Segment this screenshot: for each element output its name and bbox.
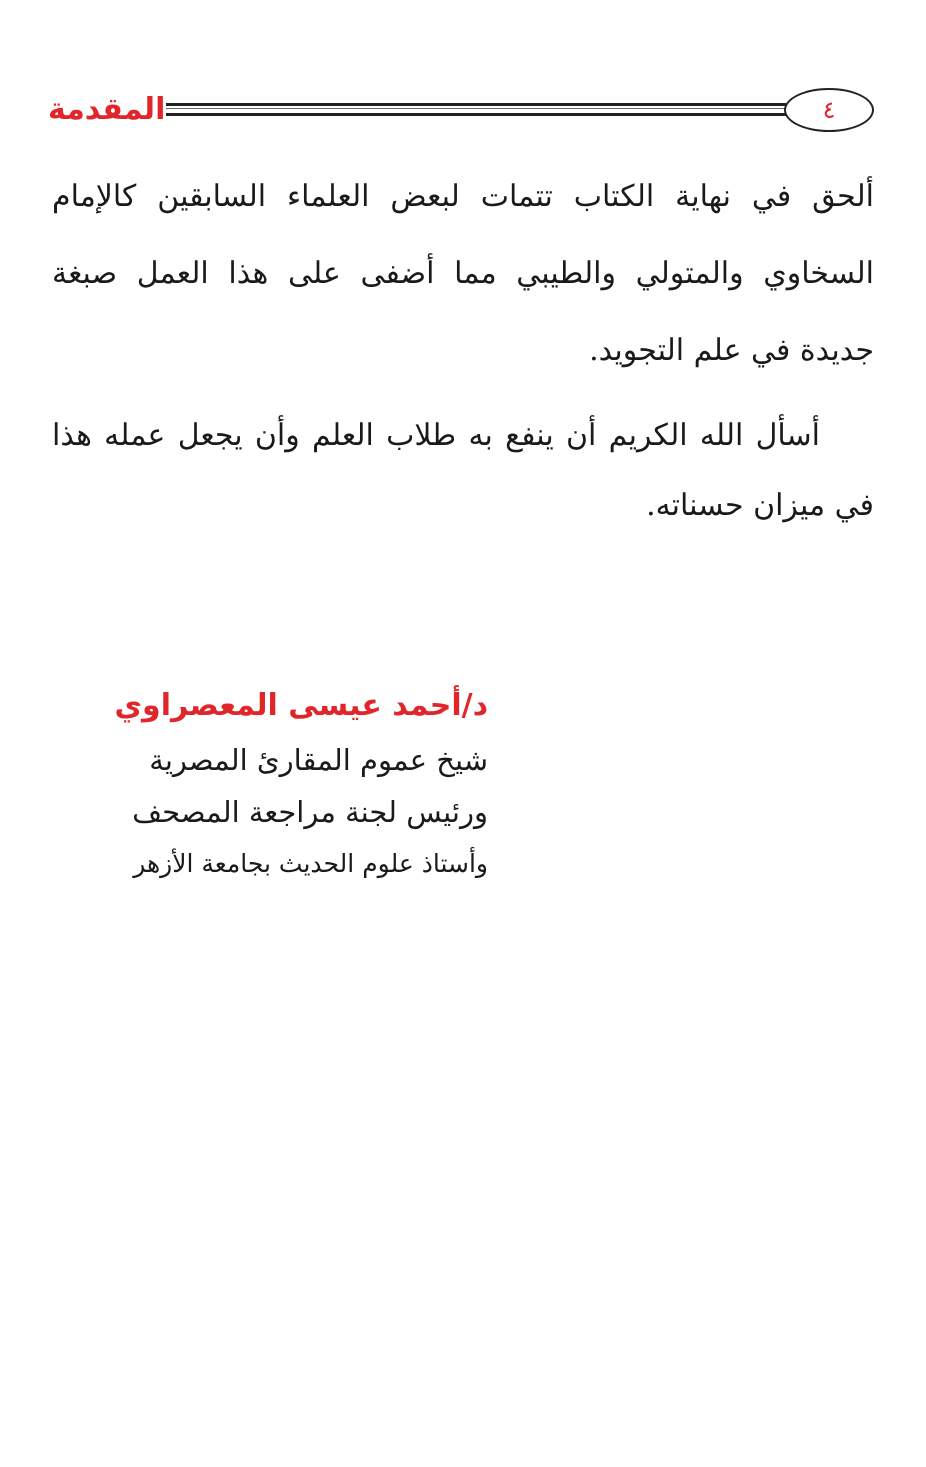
author-title-3: وأستاذ علوم الحديث بجامعة الأزهر bbox=[133, 849, 488, 878]
section-title: المقدمة bbox=[48, 92, 166, 127]
author-title-1: شيخ عموم المقارئ المصرية bbox=[149, 743, 488, 777]
paragraph-1: ألحق في نهاية الكتاب تتمات لبعض العلماء السابقين كالإمام السخاوي والمتولي والطيبي مما أضفى على هذا العمل صبغة جديدة في علم التجويد. bbox=[52, 179, 874, 368]
page-number: ٤ bbox=[822, 96, 836, 124]
body-text bbox=[52, 158, 874, 541]
signature-block bbox=[78, 678, 488, 890]
paragraph-2: أسأل الله الكريم أن ينفع به طلاب العلم وأن يجعل عمله هذا في ميزان حسناته. bbox=[52, 418, 874, 523]
page-header bbox=[48, 86, 874, 136]
author-title-2: ورئيس لجنة مراجعة المصحف bbox=[132, 795, 488, 829]
page-number-badge bbox=[784, 88, 874, 132]
author-name: د/أحمد عيسى المعصراوي bbox=[114, 688, 488, 723]
header-rule bbox=[166, 103, 786, 116]
